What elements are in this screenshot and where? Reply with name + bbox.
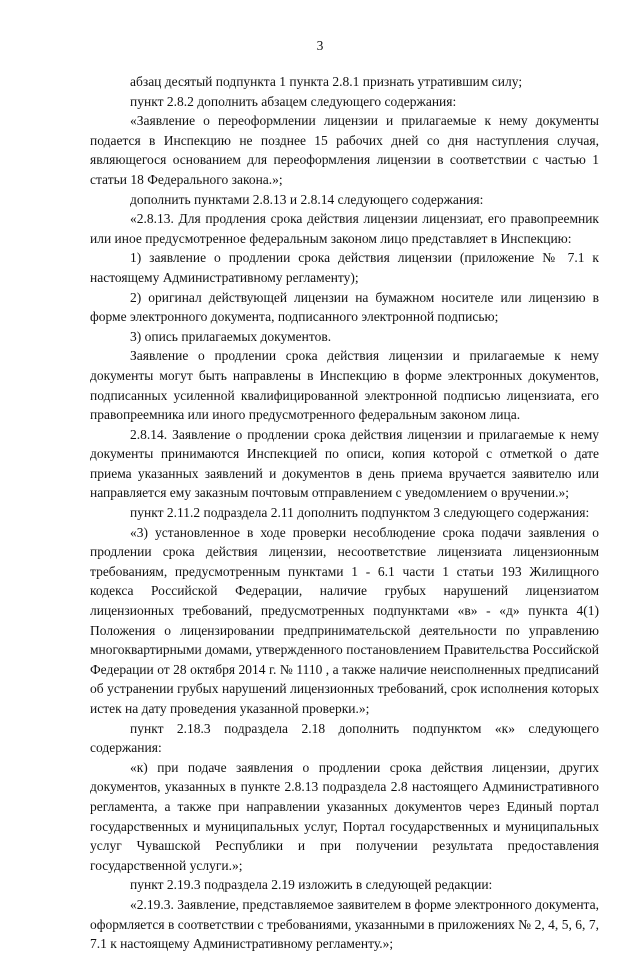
paragraph: дополнить пунктами 2.8.13 и 2.8.14 следующего содержания:	[130, 191, 484, 207]
paragraph: пункт 2.18.3 подраздела 2.18 дополнить подпунктом «к» следующего содержания:	[90, 720, 599, 756]
paragraph: пункт 2.8.2 дополнить абзацем следующего содержания:	[130, 93, 457, 109]
paragraph: 2) оригинал действующей лицензии на бумажном носителе или лицензию в форме электронного документа, подписанного электронной подписью;	[90, 289, 599, 325]
paragraph: «2.8.13. Для продления срока действия лицензии лицензиат, его правопреемник или иное предусмотренное федеральным законом лицо представляет в Инспекцию:	[90, 211, 599, 246]
paragraph: пункт 2.19.3 подраздела 2.19 изложить в следующей редакции:	[130, 877, 493, 893]
paragraph: «к) при подаче заявления о продлении срока действия лицензии, других документов, указанных в пункте 2.8.13 подраздела 2.8 настоящего Административного регламента, а также при направлении указанных документов через Единый портал государственных и муниципальных услуг, Портал государственных и муниципальных услуг Чувашской Республики и при получении результата предоставления государственной услуги.»;	[90, 759, 599, 873]
paragraph: «3) установленное в ходе проверки несоблюдение срока подачи заявления о продлении срока действия лицензии, несоответствие лицензиата лицензионным требованиям, предусмотренным пунктами 1 - 6.1 части 1 статьи 193 Жилищного кодекса Российской Федерации, наличие грубых нарушений лицензиатом лицензионных требований, предусмотренных подпунктами «в» - «д» пункта 4(1) Положения о лицензировании предпринимательской деятельности по управлению многоквартирными домами, утвержденного постановлением Правительства Российской Федерации от 28 октября 2014 г. № 1110 , а также наличие неисполненных предписаний об устранении грубых нарушений лицензионных требований, срок исполнения которых истек на дату проведения указанной проверки.»;	[90, 524, 599, 716]
page-number: 3	[316, 38, 324, 53]
paragraph: 2.8.14. Заявление о продлении срока действия лицензии и прилагаемые к нему документы принимаются Инспекцией по описи, копия которой с отметкой о дате приема указанных заявлений и документов в день приема вручается заявителю или направляется ему заказным почтовым отправлением с уведомлением о вручении.»;	[90, 426, 599, 501]
paragraph: пункт 2.11.2 подраздела 2.11 дополнить подпунктом 3 следующего содержания:	[130, 505, 590, 521]
paragraph: Заявление о продлении срока действия лицензии и прилагаемые к нему документы могут быть направлены в Инспекцию в форме электронных документов, подписанных усиленной квалифицированной электронной подписью лицензиата, его правопреемника или иного предусмотренного федеральным законом лица.	[90, 348, 599, 423]
paragraph: 1) заявление о продлении срока действия лицензии (приложение № 7.1 к настоящему Административному регламенту);	[90, 250, 599, 285]
paragraph: «Заявление о переоформлении лицензии и прилагаемые к нему документы подается в Инспекцию не позднее 15 рабочих дней со дня наступления случая, являющегося основанием для переоформления лицензии в соответствии с частью 1 статьи 18 Федерального закона.»;	[90, 113, 599, 187]
paragraph: 3) опись прилагаемых документов.	[130, 328, 332, 344]
document-body	[90, 72, 599, 954]
paragraph: абзац десятый подпункта 1 пункта 2.8.1 признать утратившим силу;	[130, 74, 523, 89]
paragraph: «2.19.3. Заявление, представляемое заявителем в форме электронного документа, оформляется в соответствии с требованиями, указанными в приложениях № 2, 4, 5, 6, 7, 7.1 к настоящему Административному регламенту.»;	[90, 896, 599, 952]
